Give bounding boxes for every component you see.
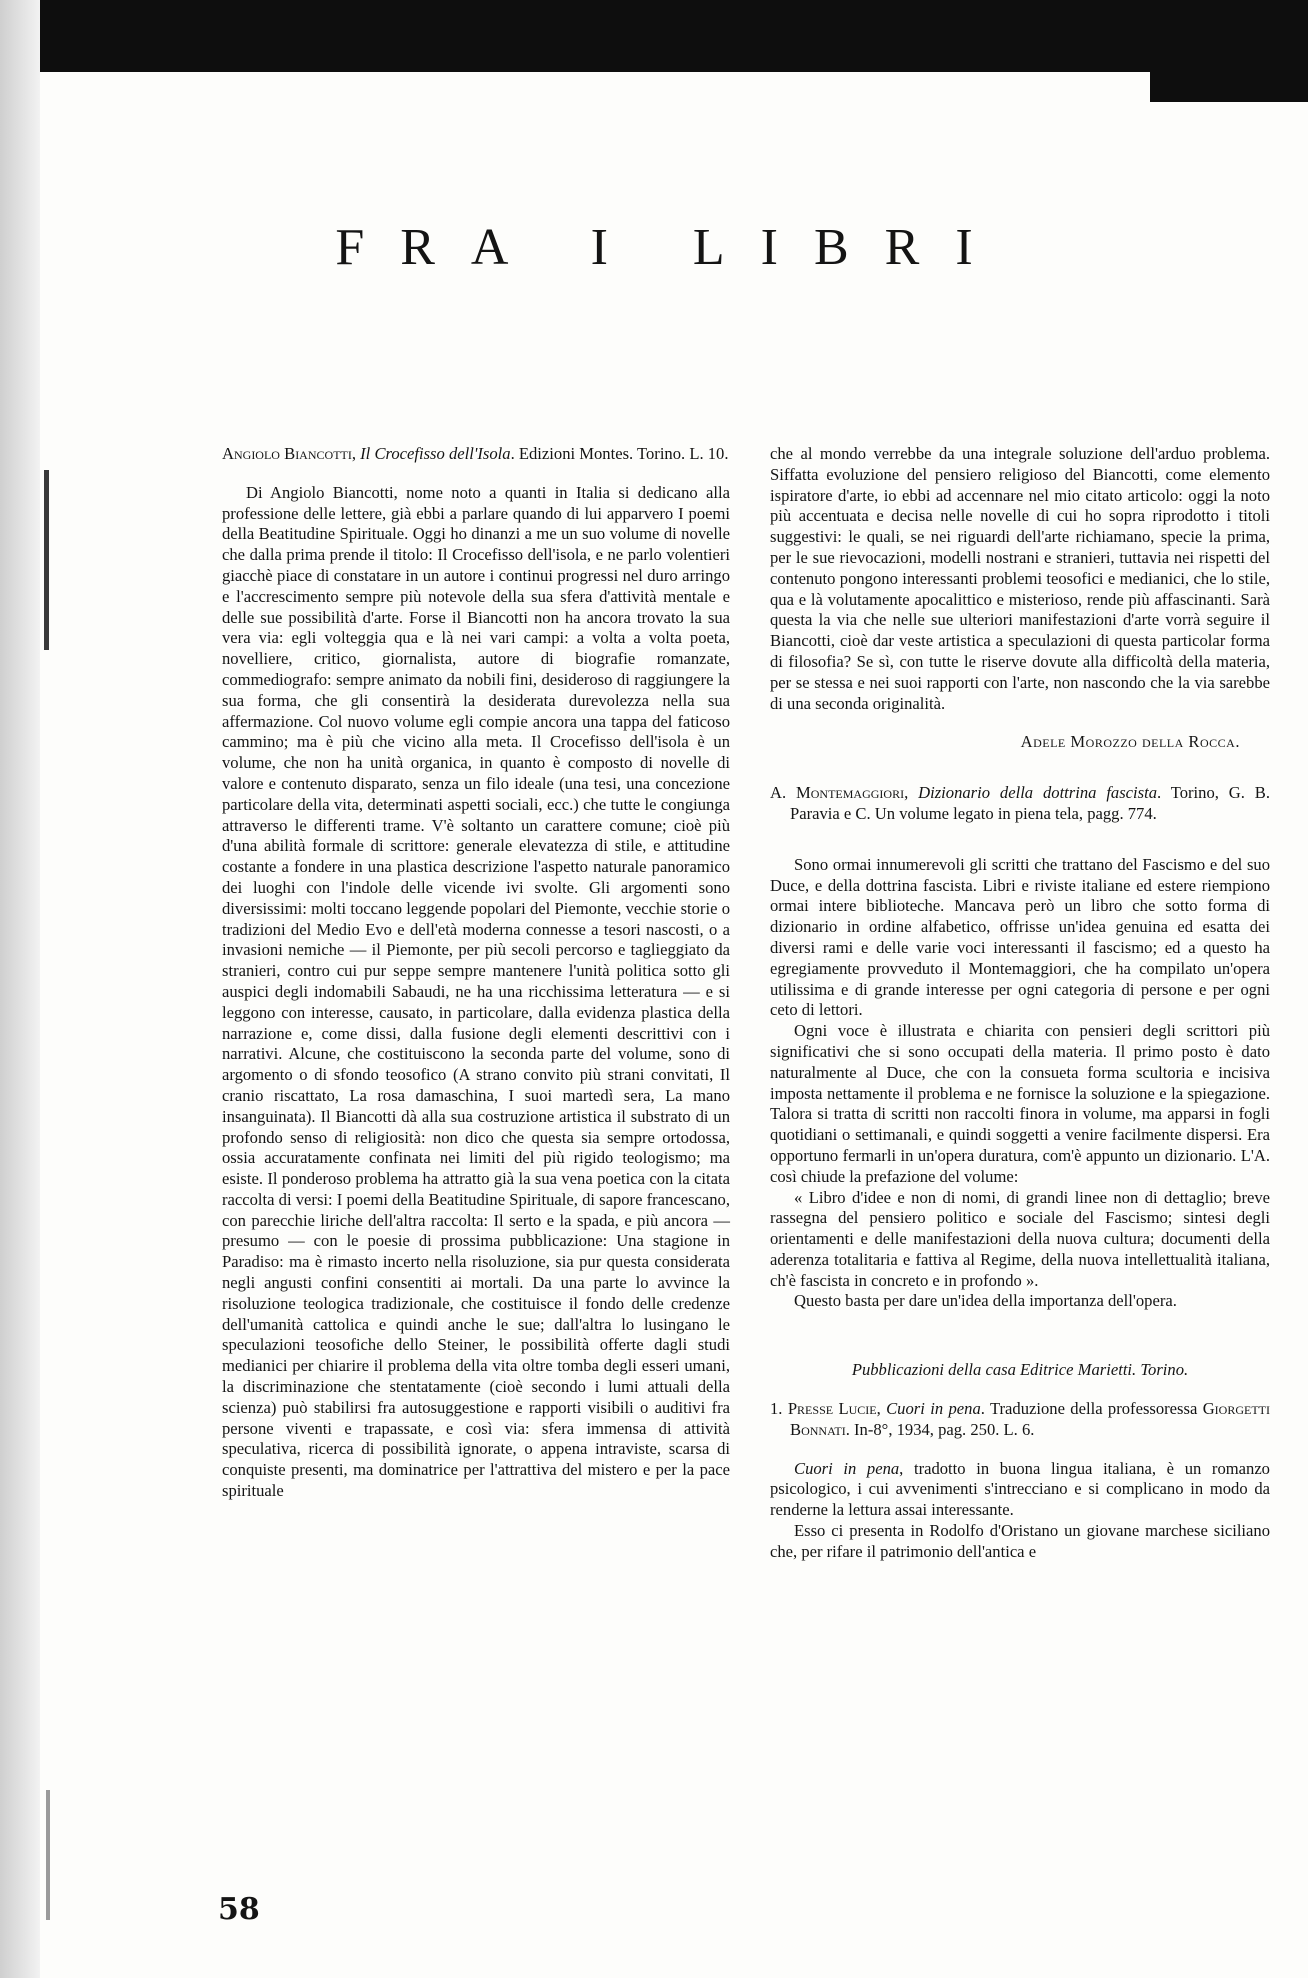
entry-author: Presse Lucie <box>787 1399 877 1419</box>
entry-publisher: . Torino, G. B. Paravia e C. Un volume legato in piena tela, pagg. 774. <box>790 783 1271 823</box>
review-paragraph: Ogni voce è illustrata e chiarita con pensieri degli scrittori più significativi che si sono occupati della materia. Il primo posto è dato naturalmente al Duce, che con la consueta forma scultoria e incisiva imposta nettamente il problema e ne fornisce la soluzione e la spiegazione. Talora si tratta di scritti non raccolti finora in volume, ma apparsi in fogli quotidiani o settimanali, e quindi soggetti a venire facilmente dispersi. Era opportuno fermarli in un'opera duratura, com'è appunto un dizionario. L'A. così chiude la prefazione del volume: <box>770 1021 1270 1186</box>
entry-title: Dizionario della dottrina fascista <box>918 783 1158 803</box>
book-title: Cuori in pena <box>794 1458 900 1478</box>
page-number: 58 <box>218 1892 260 1927</box>
publisher-heading: Pubblicazioni della casa Editrice Marietti. Torino. <box>851 1360 1189 1380</box>
review-entry-presse: 1. Presse Lucie, Cuori in pena. Traduzione della professoressa Giorgetti Bonnati. In-8°, 1934, pag. 250. L. 6. <box>770 1399 1271 1439</box>
scan-left-edge <box>0 0 40 1978</box>
review-paragraph <box>770 1459 1270 1521</box>
scan-edge-mark <box>46 1790 50 1920</box>
review-paragraph: Esso ci presenta in Rodolfo d'Oristano un giovane marchese siciliano che, per rifare il patrimonio dell'antica e <box>770 1521 1270 1561</box>
review-entry-montemaggiori: A. Montemaggiori, Dizionario della dottrina fascista. Torino, G. B. Paravia e C. Un volume legato in piena tela, pagg. 774. <box>770 783 1271 823</box>
review-signature: Adele Morozzo della Rocca. <box>1020 732 1240 752</box>
entry-title: Cuori in pena <box>886 1399 981 1419</box>
paragraph-text: , tradotto in buona lingua italiana, è un romanzo psicologico, i cui avvenimenti s'intrecciano e si complicano in modo da renderne la lettura assai interessante. <box>770 1458 1270 1520</box>
review-paragraph: Di Angiolo Biancotti, nome noto a quanti in Italia si dedicano alla professione delle lettere, già ebbi a parlare quando di lui apparvero I poemi della Beatitudine Spirituale. Oggi ho dinanzi a me un suo volume di novelle che dalla prima prende il titolo: Il Crocefisso dell'isola, e ne parlo volentieri giacchè piace di constatare in un autore i continui progressi nel duro arringo e l'accrescimento sempre più notevole della sua sfera d'attività mentale e delle sue possibilità d'arte. Forse il Biancotti non ha ancora trovato la sua vera via: egli volteggia qua e là nei vari campi: a volta a volta poeta, novelliere, critico, giornalista, autore di biografie romanzate, commediografo: sempre animato da nobili fini, desideroso di raggiungere la sua forma, che gli consentirà la desiderata durevolezza nella sua affermazione. Col nuovo volume egli compie ancora una tappa del faticoso cammino; ma è più che vicino alla meta. Il Crocefisso dell'isola è un volume, che non ha unità organica, in quanto è composto di novelle di valore e contenuto disparato, senza un filo ideale (una tesi, una concezione particolare della vita, determinati aspetti sociali, ecc.) che tutte le congiunga attraverso le differenti trame. V'è soltanto un carattere comune; cioè più d'una abilità formale di scrittore: generale elevatezza di stile, e attitudine costante a fondere in una plastica descrizione l'aspetto naturale panoramico dei luoghi con l'indole delle vicende ivi svolte. Gli argomenti sono diversissimi: molti toccano leggende popolari del Piemonte, vecchie storie o tradizioni del Medio Evo e dell'età moderna connesse a tesori nascosti, o a invasioni nemiche — il Piemonte, per più secoli percorso e taglieggiato da stranieri, contro cui pur seppe sempre mantenere l'unità politica sotto gli auspici degli indomabili Sabaudi, ne ha una ricchissima letteratura — e si leggono con interesse, causato, in particolare, dalla evidenza plastica della narrazione e, come dissi, dalla fusione degli elementi descrittivi con i narrativi. Alcune, che costituiscono la seconda parte del volume, sono di argomento o di sfondo teosofico (A strano convito più strani convitati, Il cranio riscattato, La rosa damaschina, I suoi martedì sera, La mano insanguinata). Il Biancotti dà alla sua costruzione artistica il substrato di un profondo senso di religiosità: non dico che questa sia sempre ortodossa, ossia accuratamente confinata nei limiti del più rigido teologismo; ma esiste. Il ponderoso problema ha attratto già la sua vena poetica con la citata raccolta di versi: I poemi della Beatitudine Spirituale, di sapore francescano, con parecchie liriche dell'altra raccolta: Il serto e la spada, e più ancora — presumo — con le poesie di prossima pubblicazione: Una stagione in Paradiso: ma è rimasto incerto nella risoluzione, sia pur questa considerata negli angusti confini consentiti ai mortali. Da una parte lo avvince la risoluzione teologica tradizionale, che costituisce il fondo delle credenze dell'umanità cattolica e quindi anche le sue; dall'altra lo lusingano le speculazioni teosofiche dello Steiner, le possibilità offerte dagli studi medianici per chiarire il problema della vita oltre tomba degli esseri umani, la discriminazione che stentatamente (cioè secondo i lumi attuali della scienza) può stabilirsi fra autosuggestione e rapporti visibili o auditivi fra persone viventi e trapassate, e così via: sfera immensa di attività speculativa, ricerca di possibilità ignorate, o appena intraviste, scarsa di conquiste presenti, ma dominatrice per l'attrattiva del mistero e per la pace spirituale <box>222 482 730 1501</box>
scan-top-bar <box>40 0 1308 72</box>
entry-author: Angiolo Biancotti <box>222 444 352 463</box>
review-paragraph: che al mondo verrebbe da una integrale soluzione dell'arduo problema. Siffatta evoluzione del pensiero religioso del Biancotti, come elemento ispiratore d'arte, io ebbi ad accennare nel mio citato articolo: oggi la noto più accentuata e decisa nelle novelle di cui ho sopra riprodotto i titoli suggestivi: le quali, se nei riguardi dell'arte richiamano, specie la prima, per le sue rievocazioni, modelli nostrani e stranieri, tuttavia nei rispetti del contenuto pongono interessanti problemi teosofici e medianici, che lo stile, qua e là volutamente apocalittico e misterioso, rende più affascinanti. Sarà questa la via che nelle sue ulteriori manifestazioni d'arte vorrà seguire il Biancotti, cioè dar veste artistica a speculazioni di questa particolar forma di filosofia? Se sì, con tutte le riserve dovute alla difficoltà della materia, per se stessa e nei suoi rapporti con l'arte, non nascondo che la via sarebbe di una seconda originalità. <box>770 444 1270 713</box>
left-column <box>222 444 730 1502</box>
entry-title: Il Crocefisso dell'Isola <box>360 444 511 463</box>
entry-translator: Giorgetti Bonnati <box>790 1399 1271 1439</box>
review-paragraph: Sono ormai innumerevoli gli scritti che trattano del Fascismo e del suo Duce, e della dottrina fascista. Libri e riviste italiane ed estere riempiono ormai intere biblioteche. Mancava però un libro che sotto forma di dizionario in ordine alfabetico, offrisse un'idea genuina ed esatta dei diversi rami e delle varie voci interessanti il fascismo; ed a questo ha egregiamente provveduto il Montemaggiori, che ha compilato un'opera utilissima e di grande interesse per ogni categoria di persone e per ogni ceto di lettori. <box>770 854 1270 1020</box>
scan-top-bar <box>1150 66 1308 102</box>
entry-publisher: . Edizioni Montes. Torino. L. 10. <box>510 444 729 463</box>
entry-author: A. Montemaggiori <box>770 783 905 803</box>
entry-text: . Traduzione della professoressa <box>980 1399 1203 1419</box>
review-quote: « Libro d'idee e non di nomi, di grandi linee non di dettaglio; breve rassegna del pensiero politico e sociale del Fascismo; sintesi degli orientamenti e delle manifestazioni della nuova cultura; documenti della aderenza totalitaria e fattiva al Regime, della nuova intellettualità italiana, ch'è fascista in concreto e in profondo ». <box>770 1187 1270 1290</box>
review-paragraph: Questo basta per dare un'idea della importanza dell'opera. <box>794 1291 1177 1311</box>
right-column <box>770 444 1270 1563</box>
section-heading: FRA I LIBRI <box>335 219 1009 276</box>
entry-text: . In-8°, 1934, pag. 250. L. 6. <box>845 1419 1035 1439</box>
review-entry-biancotti: Angiolo Biancotti, Il Crocefisso dell'Isola. Edizioni Montes. Torino. L. 10. <box>222 444 729 463</box>
scan-edge-mark <box>44 470 49 650</box>
entry-number: 1. <box>770 1399 788 1419</box>
